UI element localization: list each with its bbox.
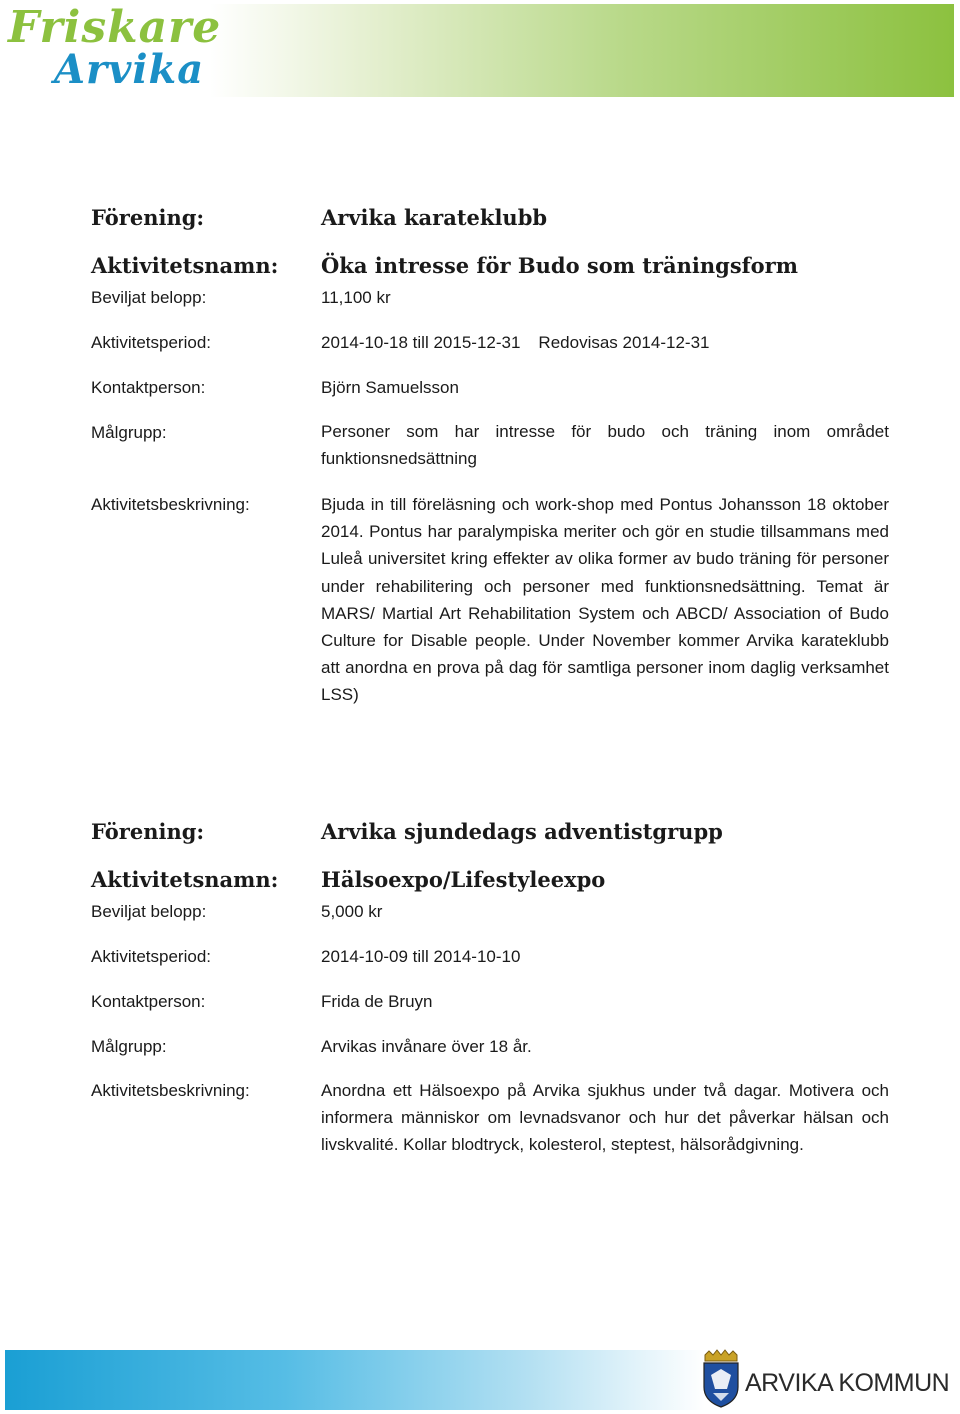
arvika-kommun-logo-text: ARVIKA KOMMUN	[745, 1369, 950, 1397]
aktivitetsnamn-label: Aktivitetsnamn:	[91, 867, 279, 892]
belopp-value: 5,000 kr	[321, 902, 383, 921]
kontakt-value: Björn Samuelsson	[321, 378, 459, 397]
redovisas-date: Redovisas 2014-12-31	[538, 333, 710, 352]
beskrivning-label: Aktivitetsbeskrivning:	[91, 1081, 250, 1100]
aktivitetsnamn-label: Aktivitetsnamn:	[91, 253, 279, 278]
period-dates: 2014-10-18 till 2015-12-31	[321, 333, 521, 352]
belopp-label: Beviljat belopp:	[91, 902, 207, 921]
beskrivning-value: Bjuda in till föreläsning och work-shop med Pontus Johansson 18 oktober 2014. Pontus har paralympiska meriter och gör en studie tillsammans med Luleå universitet kring effekter av olika former av budo träning för personer under rehabilitering och personer med funktionsnedsättning. Temat är MARS/ Martial Art Rehabilitation System och ABCD/ Association of Budo Culture for Disable people. Under November kommer Arvika karateklubb att anordna en prova på dag för samtliga personer inom daglig verksamhet LSS)	[321, 495, 889, 705]
arvika-coat-of-arms-icon	[699, 1349, 743, 1409]
malgrupp-value: Arvikas invånare över 18 år.	[321, 1037, 532, 1056]
malgrupp-label: Målgrupp:	[91, 423, 167, 442]
logo-text-arvika: Arvika	[54, 46, 205, 93]
period-label: Aktivitetsperiod:	[91, 947, 211, 966]
forening-value: Arvika karateklubb	[321, 205, 548, 230]
kontakt-label: Kontaktperson:	[91, 992, 206, 1011]
kontakt-label: Kontaktperson:	[91, 378, 206, 397]
period-label: Aktivitetsperiod:	[91, 333, 211, 352]
belopp-label: Beviljat belopp:	[91, 288, 207, 307]
beskrivning-label: Aktivitetsbeskrivning:	[91, 495, 250, 514]
period-value	[321, 333, 889, 353]
forening-label: Förening:	[91, 819, 205, 844]
forening-value: Arvika sjundedags adventistgrupp	[321, 819, 723, 844]
belopp-value: 11,100 kr	[321, 288, 391, 307]
aktivitetsnamn-value: Öka intresse för Budo som träningsform	[321, 253, 798, 278]
aktivitetsnamn-value: Hälsoexpo/Lifestyleexpo	[321, 867, 606, 892]
malgrupp-label: Målgrupp:	[91, 1037, 167, 1056]
beskrivning-value: Anordna ett Hälsoexpo på Arvika sjukhus under två dagar. Motivera och informera människor om levnadsvanor och hur det påverkar hälsan och livskvalité. Kollar blodtryck, kolesterol, steptest, hälsorådgivning.	[321, 1081, 889, 1155]
malgrupp-value: Personer som har intresse för budo och träning inom området funktionsnedsättning	[321, 422, 889, 469]
logo-text-friskare: Friskare	[8, 2, 222, 53]
forening-label: Förening:	[91, 205, 205, 230]
period-value: 2014-10-09 till 2014-10-10	[321, 947, 521, 966]
kontakt-value: Frida de Bruyn	[321, 992, 433, 1011]
footer-banner	[5, 1350, 705, 1410]
